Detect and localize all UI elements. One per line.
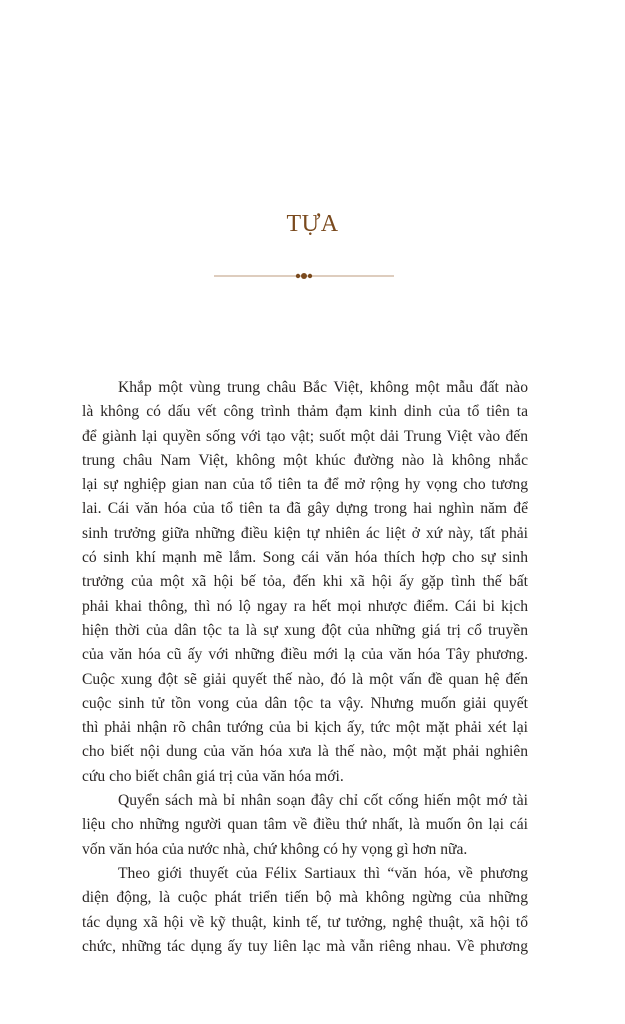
paragraph <box>82 376 528 789</box>
text-line: trung châu Nam Việt, không một khúc đường nào là không nhắc <box>82 451 528 469</box>
text-line: Theo giới thuyết của Félix Sartiaux thì “văn hóa, về phương <box>118 864 528 882</box>
text-line: cuộc sinh tử tồn vong của dân tộc ta vậy. Nhưng muốn giải quyết <box>82 694 528 712</box>
text-line: tác dụng xã hội về kỹ thuật, kinh tế, tư tưởng, nghệ thuật, xã hội tổ <box>82 913 528 931</box>
text-line: cứu cho biết chân giá trị của văn hóa mới. <box>82 767 344 785</box>
text-line: liệu cho những người quan tâm về điều thứ nhất, là muốn ôn lại cái <box>82 816 528 834</box>
page-title: TỰA <box>286 211 339 237</box>
paragraph <box>82 789 528 862</box>
text-line: vốn văn hóa của nước nhà, chứ không có hy vọng gì hơn nữa. <box>82 840 468 858</box>
text-line: là không có dấu vết công trình thảm đạm kinh dinh của tổ tiên ta <box>82 403 528 421</box>
preface-body <box>82 376 528 959</box>
text-line: Cuộc xung đột sẽ giải quyết thế nào, đó là một vấn đề quan hệ đến <box>82 670 528 688</box>
text-line: thì phải nhận rõ chân tướng của bi kịch ấy, tức một mặt phải xét lại <box>82 719 528 737</box>
text-line: Khắp một vùng trung châu Bắc Việt, không một mẫu đất nào <box>118 379 528 396</box>
text-line: lai. Cái văn hóa của tổ tiên ta đã gây dựng trong hai nghìn năm để <box>82 500 528 518</box>
text-line: để giành lại quyền sống với tạo vật; suốt một dải Trung Việt vào đến <box>82 427 528 445</box>
text-line: sinh trưởng giữa những điều kiện tự nhiên ác liệt ở xứ này, tất phải <box>82 524 528 542</box>
text-line: cho biết nội dung của văn hóa xưa là thế nào, một mặt phải nghiên <box>82 743 528 761</box>
text-line: trưởng của một xã hội bế tỏa, đến khi xã hội ấy gặp tình thế bất <box>82 573 528 591</box>
text-line: Quyển sách mà bỉ nhân soạn đây chỉ cốt cống hiến một mớ tài <box>118 792 528 810</box>
text-line: chức, những tác dụng ấy tuy liên lạc mà vẫn riêng nhau. Về phương <box>82 937 528 955</box>
paragraph <box>82 862 528 959</box>
text-line: lại sự nghiệp gian nan của tổ tiên ta để mở rộng hy vọng cho tương <box>82 476 528 494</box>
text-line: hiện thời của dân tộc ta là sự xung đột của những giá trị cổ truyền <box>82 621 528 639</box>
text-line: của văn hóa cũ ấy với những điều mới lạ của văn hóa Tây phương. <box>82 646 528 664</box>
text-line: phải khai thông, thì nó lộ ngay ra hết mọi nhược điểm. Cái bi kịch <box>82 597 528 615</box>
text-line: có sinh khí mạnh mẽ lắm. Song cái văn hóa thích hợp cho sự sinh <box>82 549 528 567</box>
title-divider-ornament-icon <box>214 270 394 282</box>
text-line: diện động, là cuộc phát triển tiến bộ mà không ngừng của những <box>82 889 528 907</box>
